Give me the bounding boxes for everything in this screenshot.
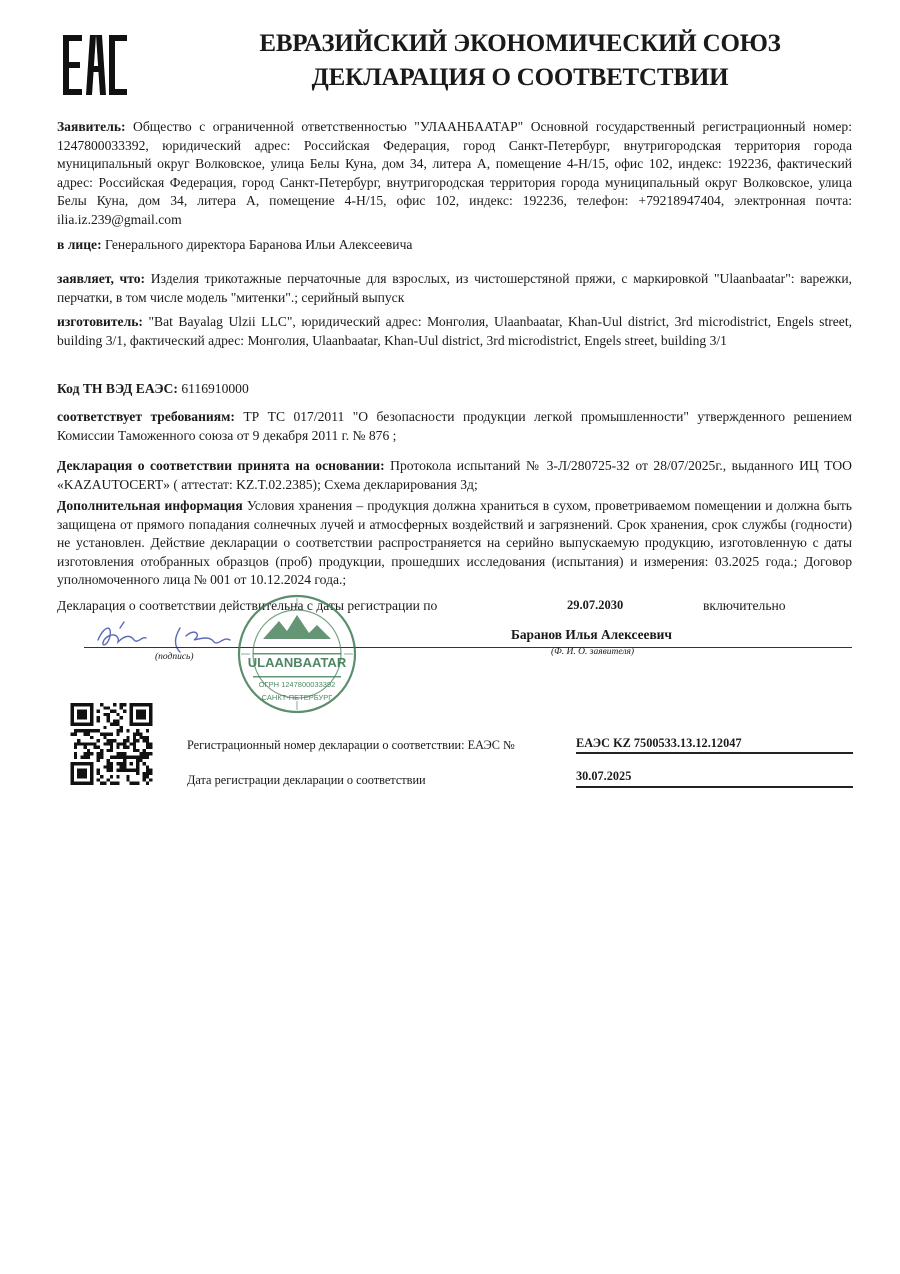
applicant-section [57, 118, 852, 230]
represented-text: Генерального директора Баранова Ильи Алексеевича [105, 237, 413, 252]
requirements-text: ТР ТС 017/2011 "О безопасности продукции легкой промышленности" утвержденного решением Комиссии Таможенного союза от 9 декабря 2011 г. № 876 ; [57, 409, 852, 443]
basis-section [57, 457, 852, 494]
company-stamp [217, 593, 377, 715]
validity-until-date: 29.07.2030 [567, 598, 624, 612]
represented-section [57, 236, 852, 255]
declares-section [57, 270, 852, 307]
applicant-text: Общество с ограниченной ответственностью "УЛААНБААТАР" Основной государственный регистрационный номер: 1247800033392, юридический адрес: Российская Федерация, город Санкт-Петербург, внутригородская территория города муниципальный округ Волковское, улица Белы Куна, дом 34, литера А, помещение 4-Н/15, офис 102, индекс: 192236, фактический адрес: Российская Федерация, город Санкт-Петербург, внутригородская территория города муниципальный округ Волковское, улица Белы Куна, дом 34, литера А, помещение 4-Н/15, офис 102, индекс: 192236, телефон: +79218947404, электронная почта: ilia.iz.239@gmail.com [57, 119, 853, 227]
signature-line [84, 647, 852, 648]
stamp-ogrn: ОГРН 1247800033392 [258, 680, 336, 689]
requirements-section [57, 408, 852, 445]
manufacturer-text: "Bat Bayalag Ulzii LLC", юридический адрес: Монголия, Ulaanbaatar, Khan-Uul district, 3rd microdistrict, Engels street, building 3/1, фактический адрес: Монголия, Ulaanbaatar, Khan-Uul district, 3rd microdistrict, Engels street, building 3/1 [57, 314, 852, 348]
stamp-brand: ULAANBAATAR [247, 655, 347, 670]
validity-inclusive: включительно [703, 598, 786, 613]
tn-ved-code: 6116910000 [181, 381, 249, 396]
tn-ved-label: Код ТН ВЭД ЕАЭС: [57, 381, 178, 396]
registration-date-underline [576, 786, 853, 788]
name-caption: (Ф. И. О. заявителя) [551, 647, 635, 657]
represented-label: в лице: [57, 237, 102, 252]
additional-label: Дополнительная информация [57, 498, 243, 513]
basis-label: Декларация о соответствии принята на основании: [57, 458, 385, 473]
additional-section [57, 497, 852, 590]
applicant-label: Заявитель: [57, 119, 126, 134]
manufacturer-section [57, 313, 852, 350]
basis-text: Протокола испытаний № 3-Л/280725-32 от 28/07/2025г., выданного ИЦ ТОО «KAZAUTOCERT» ( аттестат: KZ.T.02.2385); Схема декларирования 3д; [57, 458, 852, 492]
requirements-label: соответствует требованиям: [57, 409, 235, 424]
stamp-city: САНКТ-ПЕТЕРБУРГ [261, 693, 333, 702]
additional-text: Условия хранения – продукция должна храниться в сухом, проветриваемом помещении и должна быть защищена от прямого попадания солнечных лучей и атмосферных воздействий и загрязнений. Срок хранения, срок службы (годности) не установлен. Действие декларации о соответствии распространяется на серийно выпускаемую продукцию, изготовленную с даты изготовления отобранных образцов (проб) продукции, прошедших исследования (испытания) и измерения: 03.2025 года.; Договор уполномоченного лица № 001 от 10.12.2024 года.; [57, 498, 852, 588]
declares-label: заявляет, что: [57, 271, 146, 286]
registration-date-value: 30.07.2025 [576, 769, 632, 783]
validity-text: Декларация о соответствии действительна с даты регистрации по [57, 598, 438, 613]
union-title: ЕВРАЗИЙСКИЙ ЭКОНОМИЧЕСКИЙ СОЮЗ [259, 30, 781, 57]
eac-logo [62, 34, 128, 96]
registration-date-label: Дата регистрации декларации о соответствии [187, 773, 426, 787]
signature-caption: (подпись) [155, 652, 194, 662]
registration-number-underline [576, 752, 853, 754]
document-title: ДЕКЛАРАЦИЯ О СООТВЕТСТВИИ [311, 64, 729, 91]
signer-name: Баранов Илья Алексеевич [511, 627, 672, 642]
tn-ved-section [57, 380, 852, 399]
declares-text: Изделия трикотажные перчаточные для взрослых, из чистошерстяной пряжи, с маркировкой "Ulaanbaatar": варежки, перчатки, в том числе модель "митенки".; серийный выпуск [57, 271, 853, 305]
registration-number-label: Регистрационный номер декларации о соответствии: ЕАЭС № [187, 738, 515, 752]
qr-code [69, 703, 154, 785]
manufacturer-label: изготовитель: [57, 314, 143, 329]
registration-number-value: ЕАЭС KZ 7500533.13.12.12047 [576, 736, 742, 750]
